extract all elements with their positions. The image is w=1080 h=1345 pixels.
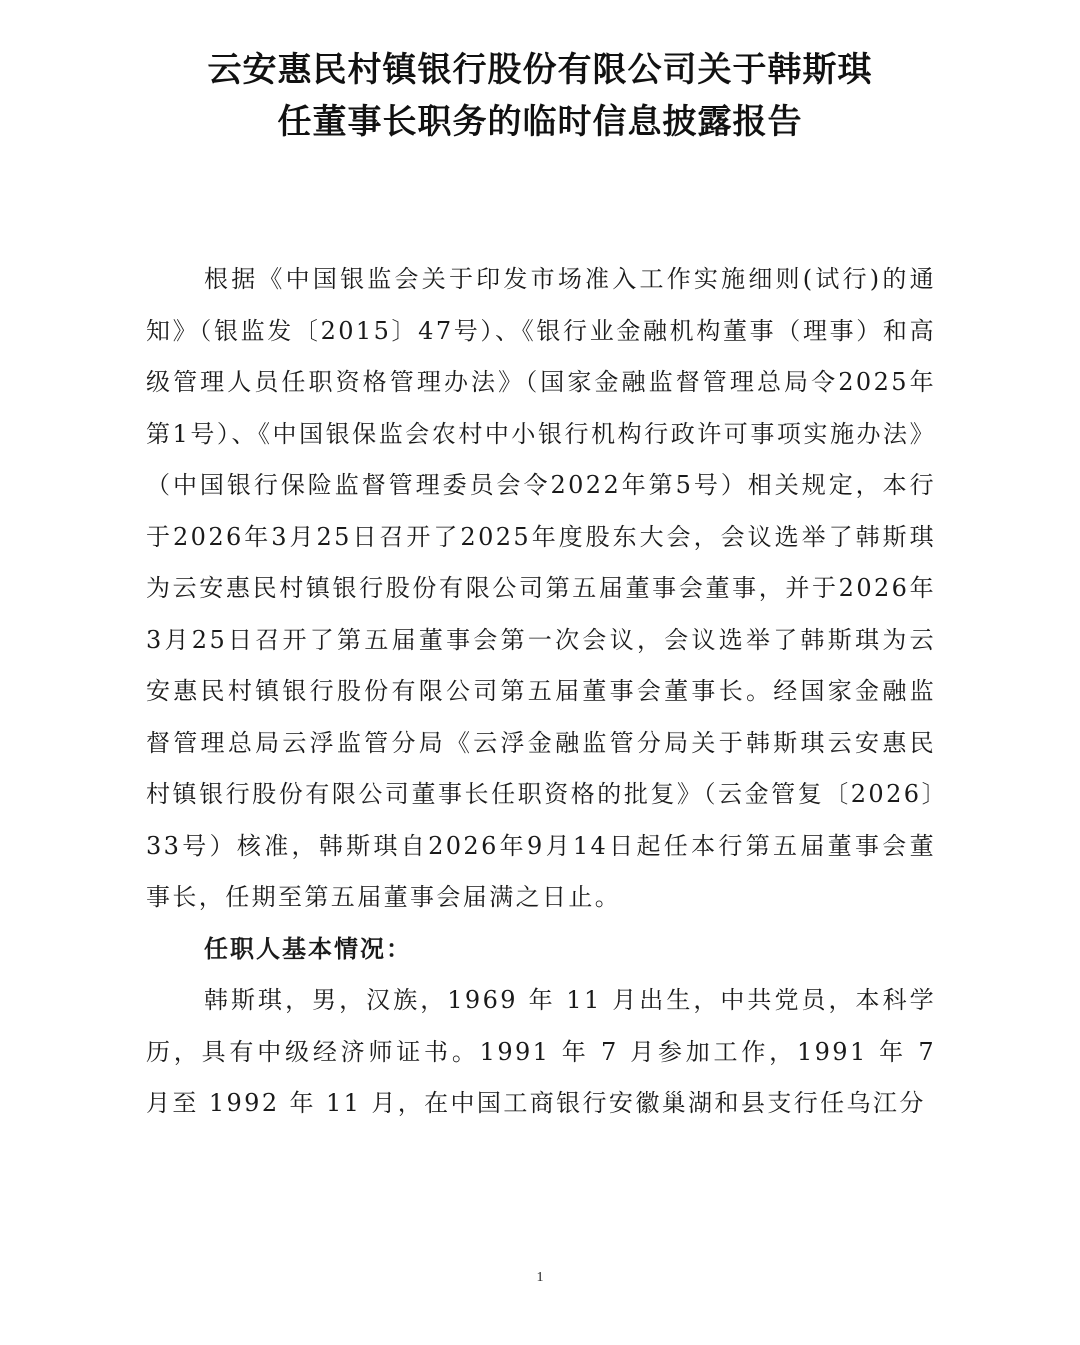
paragraph-personal-info: 韩斯琪，男，汉族，1969 年 11 月出生，中共党员，本科学历，具有中级经济师证书。1991 年 7 月参加工作，1991 年 7 月至 1992 年 11 月，在中国工商银行安徽巢湖和县支行任乌江分 bbox=[146, 986, 936, 1117]
section-heading-basic-info: 任职人基本情况： bbox=[204, 934, 412, 963]
title-line-1: 云安惠民村镇银行股份有限公司关于韩斯琪 bbox=[207, 50, 873, 90]
title-line-2: 任董事长职务的临时信息披露报告 bbox=[277, 102, 803, 142]
paragraph-appointment-basis: 根据《中国银监会关于印发市场准入工作实施细则(试行)的通知》（银监发〔2015〕47号）、《银行业金融机构董事（理事）和高级管理人员任职资格管理办法》（国家金融监督管理总局令2025年第1号）、《中国银保监会农村中小银行机构行政许可事项实施办法》（中国银行保险监督管理委员会令2022年第5号）相关规定，本行于2026年3月25日召开了2025年度股东大会，会议选举了韩斯琪为云安惠民村镇银行股份有限公司第五届董事会董事，并于2026年3月25日召开了第五届董事会第一次会议，会议选举了韩斯琪为云安惠民村镇银行股份有限公司第五届董事会董事长。经国家金融监督管理总局云浮监管分局《云浮金融监管分局关于韩斯琪云安惠民村镇银行股份有限公司董事长任职资格的批复》（云金管复〔2026〕33号）核准，韩斯琪自2026年9月14日起任本行第五届董事会董事长，任期至第五届董事会届满之日止。 bbox=[146, 265, 936, 911]
page-number: 1 bbox=[536, 1270, 544, 1285]
document-title bbox=[100, 44, 980, 148]
document-body bbox=[146, 254, 936, 1130]
